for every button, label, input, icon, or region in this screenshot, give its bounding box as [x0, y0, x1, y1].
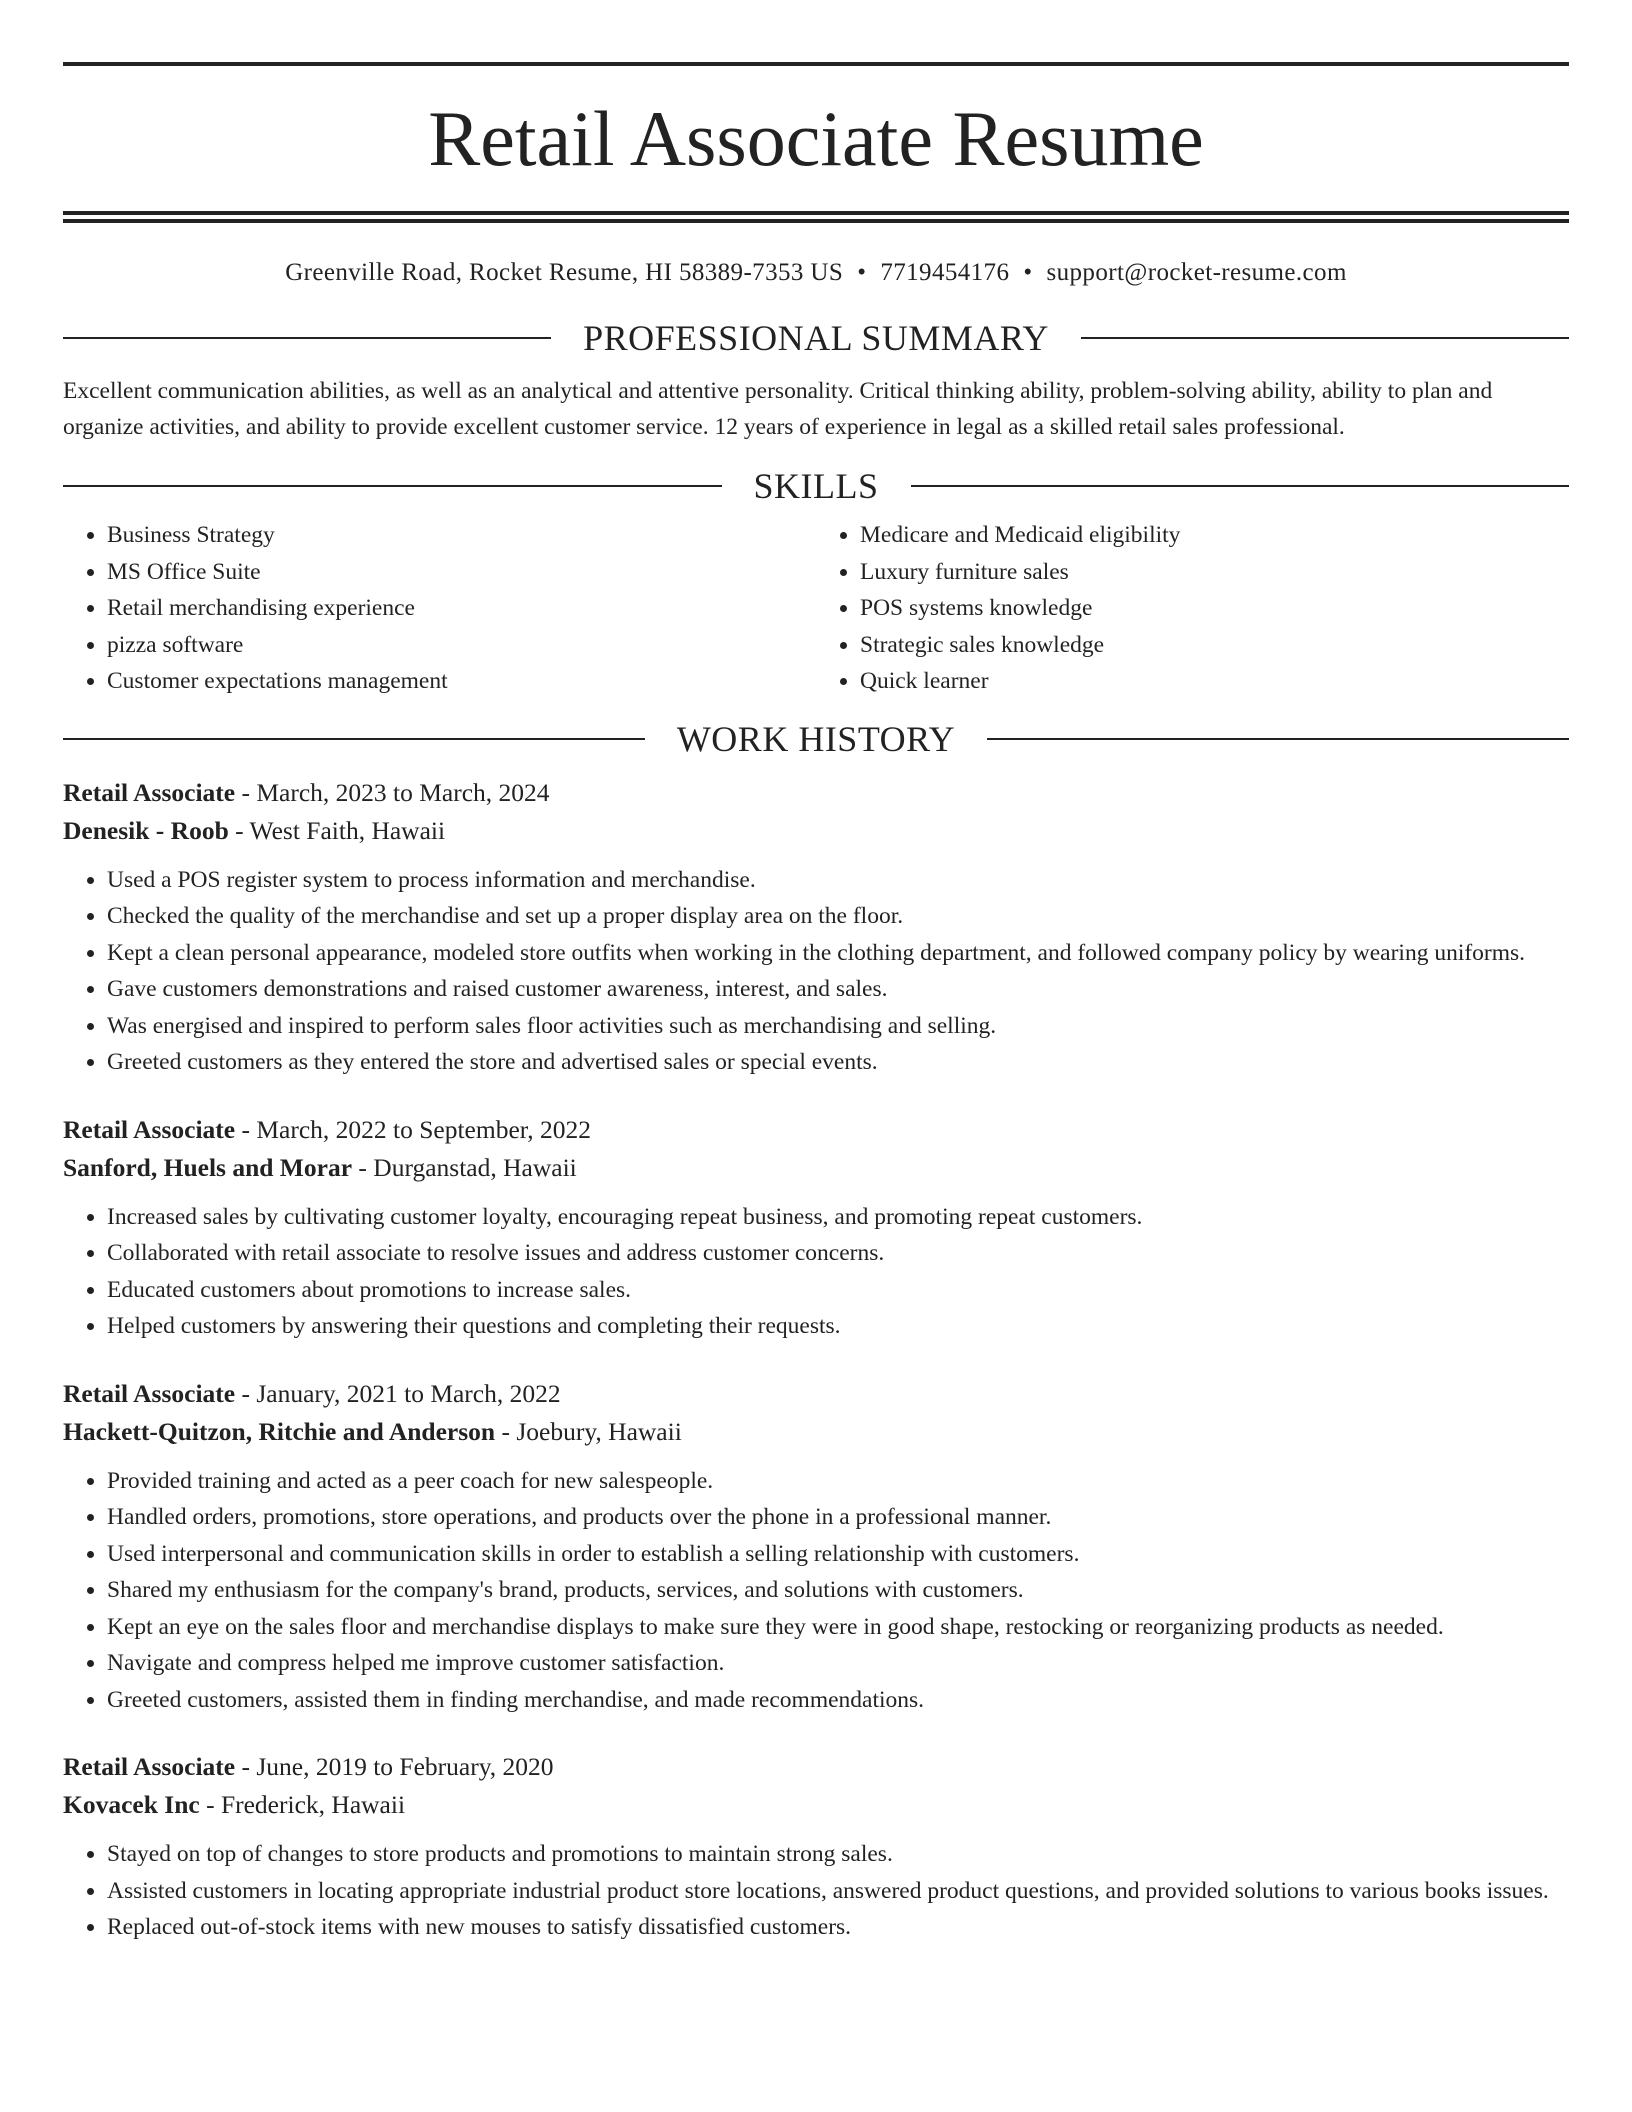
list-item: • Luxury furniture sales — [860, 554, 1569, 591]
contact-phone: 7719454176 — [880, 259, 1010, 286]
job-location: - Durganstad, Hawaii — [358, 1152, 577, 1182]
section-rule — [911, 485, 1570, 487]
section-rule — [1081, 337, 1569, 339]
contact-address: Greenville Road, Rocket Resume, HI 58389-7353 US — [285, 259, 844, 286]
list-item: • Used a POS register system to process information and merchandise. — [107, 862, 1569, 899]
section-rule — [63, 337, 551, 339]
section-rule — [63, 738, 645, 740]
job-company-line — [63, 1149, 1569, 1187]
section-rule — [987, 738, 1569, 740]
list-item: • Checked the quality of the merchandise and set up a proper display area on the floor. — [107, 898, 1569, 935]
list-item: • Educated customers about promotions to increase sales. — [107, 1272, 1569, 1309]
job-entry — [63, 1748, 1569, 1946]
job-company: Hackett-Quitzon, Ritchie and Anderson — [63, 1416, 496, 1446]
job-bullets — [63, 862, 1569, 1081]
job-title-line — [63, 1375, 1569, 1413]
job-entry — [63, 774, 1569, 1081]
list-item: • POS systems knowledge — [860, 590, 1569, 627]
list-item: • Was energised and inspired to perform sales floor activities such as merchandising and selling. — [107, 1008, 1569, 1045]
list-item: • Used interpersonal and communication skills in order to establish a selling relationship with customers. — [107, 1536, 1569, 1573]
job-company-line — [63, 812, 1569, 850]
top-rule — [63, 62, 1569, 66]
job-title-line — [63, 1111, 1569, 1149]
job-bullets — [63, 1199, 1569, 1345]
list-item: • Greeted customers as they entered the store and advertised sales or special events. — [107, 1044, 1569, 1081]
job-bullets — [63, 1463, 1569, 1719]
job-bullets — [63, 1836, 1569, 1946]
list-item: • MS Office Suite — [107, 554, 816, 591]
job-title-line — [63, 774, 1569, 812]
job-company-line — [63, 1786, 1569, 1824]
job-title: Retail Associate — [63, 1752, 236, 1781]
section-rule — [63, 485, 722, 487]
job-location: - Frederick, Hawaii — [206, 1790, 406, 1819]
job-title-line — [63, 1748, 1569, 1786]
skills-columns — [63, 517, 1569, 700]
summary-section-header — [63, 317, 1569, 359]
list-item: • Customer expectations management — [107, 663, 816, 700]
work-heading: WORK HISTORY — [676, 718, 956, 759]
list-item: • Collaborated with retail associate to resolve issues and address customer concerns. — [107, 1235, 1569, 1272]
job-dates: - January, 2021 to March, 2022 — [241, 1378, 561, 1408]
job-entry — [63, 1375, 1569, 1719]
list-item: • Assisted customers in locating appropriate industrial product store locations, answered product questions, and provided solutions to various books issues. — [107, 1873, 1569, 1910]
contact-email: support@rocket-resume.com — [1046, 259, 1347, 286]
contact-separator: • — [1023, 259, 1033, 286]
job-title: Retail Associate — [63, 777, 236, 807]
job-title: Retail Associate — [63, 1114, 236, 1144]
summary-heading: PROFESSIONAL SUMMARY — [583, 318, 1049, 358]
list-item: • Helped customers by answering their questions and completing their requests. — [107, 1308, 1569, 1345]
job-location: - Joebury, Hawaii — [501, 1416, 682, 1446]
skills-list-left — [63, 517, 816, 700]
list-item: • pizza software — [107, 627, 816, 664]
job-dates: - June, 2019 to February, 2020 — [241, 1752, 554, 1781]
list-item: • Shared my enthusiasm for the company's brand, products, services, and solutions with customers. — [107, 1572, 1569, 1609]
list-item: • Business Strategy — [107, 517, 816, 554]
skills-list-right — [816, 517, 1569, 700]
job-company: Sanford, Huels and Morar — [63, 1152, 353, 1182]
list-item: • Strategic sales knowledge — [860, 627, 1569, 664]
skills-heading: SKILLS — [753, 466, 879, 506]
list-item: • Navigate and compress helped me improve customer satisfaction. — [107, 1645, 1569, 1682]
work-section-header — [63, 718, 1569, 760]
list-item: • Medicare and Medicaid eligibility — [860, 517, 1569, 554]
list-item: • Retail merchandising experience — [107, 590, 816, 627]
skills-section-header — [63, 465, 1569, 507]
job-company: Kovacek Inc — [63, 1790, 200, 1819]
job-location: - West Faith, Hawaii — [235, 815, 446, 845]
contact-separator: • — [857, 259, 867, 286]
job-dates: - March, 2023 to March, 2024 — [241, 777, 550, 807]
list-item: • Kept an eye on the sales floor and merchandise displays to make sure they were in good shape, restocking or reorganizing products as needed. — [107, 1609, 1569, 1646]
job-dates: - March, 2022 to September, 2022 — [241, 1114, 591, 1144]
title-double-rule — [63, 211, 1569, 223]
list-item: • Stayed on top of changes to store products and promotions to maintain strong sales. — [107, 1836, 1569, 1873]
job-company-line — [63, 1413, 1569, 1451]
summary-text: Excellent communication abilities, as well as an analytical and attentive personality. Critical thinking ability, problem-solving ability, ability to plan and organize activities, and ability to provide excellent customer service. 12 years of experience in legal as a skilled retail sales professional. — [63, 378, 1493, 440]
list-item: • Gave customers demonstrations and raised customer awareness, interest, and sales. — [107, 971, 1569, 1008]
list-item: • Provided training and acted as a peer coach for new salespeople. — [107, 1463, 1569, 1500]
list-item: • Quick learner — [860, 663, 1569, 700]
list-item: • Kept a clean personal appearance, modeled store outfits when working in the clothing department, and followed company policy by wearing uniforms. — [107, 935, 1569, 972]
resume-page — [63, 0, 1569, 1946]
job-title: Retail Associate — [63, 1378, 236, 1408]
page-title: Retail Associate Resume — [428, 95, 1204, 182]
contact-line — [63, 259, 1569, 287]
list-item: • Greeted customers, assisted them in finding merchandise, and made recommendations. — [107, 1682, 1569, 1719]
work-history — [63, 774, 1569, 1946]
list-item: • Handled orders, promotions, store operations, and products over the phone in a professional manner. — [107, 1499, 1569, 1536]
list-item: • Replaced out-of-stock items with new mouses to satisfy dissatisfied customers. — [107, 1909, 1569, 1946]
list-item: • Increased sales by cultivating customer loyalty, encouraging repeat business, and promoting repeat customers. — [107, 1199, 1569, 1236]
job-company: Denesik - Roob — [63, 815, 229, 845]
job-entry — [63, 1111, 1569, 1345]
